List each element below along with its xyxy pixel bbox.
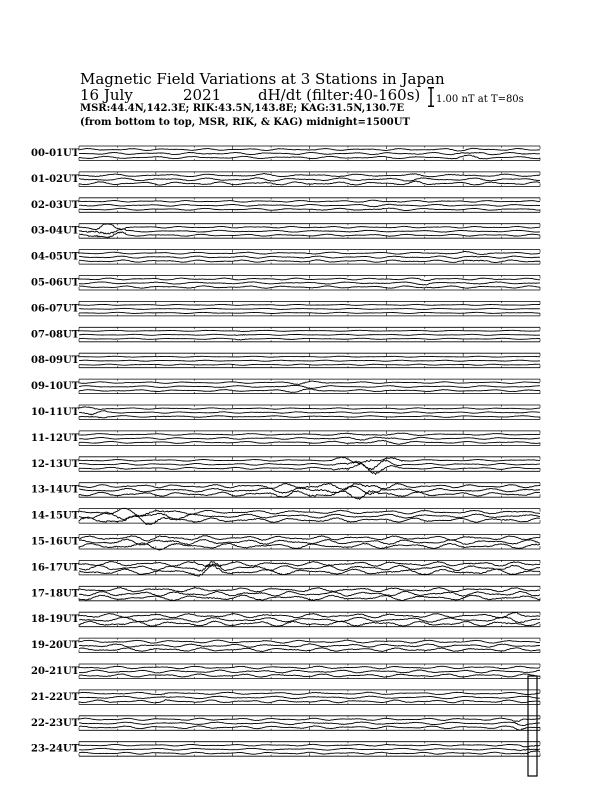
row-label: 00-01UT xyxy=(31,148,80,159)
row-label: 17-18UT xyxy=(31,588,80,600)
date-day: 16 July xyxy=(80,86,133,104)
trace-rik xyxy=(79,204,540,207)
trace-msr xyxy=(79,700,540,703)
row-label: 14-15UT xyxy=(31,510,80,522)
row-label: 19-20UT xyxy=(31,640,80,652)
trace-rik xyxy=(79,385,540,388)
trace-kag xyxy=(79,744,540,747)
trace-rik xyxy=(79,308,540,309)
row-label: 15-16UT xyxy=(31,536,80,548)
trace-rik xyxy=(79,411,540,415)
trace-rik xyxy=(79,360,540,361)
trace-kag xyxy=(79,356,540,357)
trace-rik xyxy=(79,722,540,726)
row-label: 13-14UT xyxy=(31,484,80,496)
row-label: 06-07UT xyxy=(31,303,80,315)
trace-rik xyxy=(79,512,540,520)
date-year: 2021 xyxy=(183,86,222,104)
row-label: 02-03UT xyxy=(31,199,80,211)
trace-rik xyxy=(79,256,540,258)
row-label: 12-13UT xyxy=(31,458,80,470)
row-label: 21-22UT xyxy=(31,691,80,703)
trace-rik xyxy=(79,282,540,285)
trace-msr xyxy=(79,364,540,365)
trace-rik xyxy=(79,670,540,673)
trace-kag xyxy=(79,718,540,721)
row-label: 01-02UT xyxy=(31,173,80,185)
trace-rik xyxy=(79,696,540,699)
trace-rik xyxy=(79,644,540,647)
row-label: 16-17UT xyxy=(31,562,80,574)
trace-rik xyxy=(79,334,540,335)
measure-label: dH/dt (filter:40-160s) xyxy=(258,86,421,104)
trace-kag xyxy=(79,381,540,384)
trace-msr xyxy=(79,674,540,677)
trace-rik xyxy=(79,178,540,181)
station-coordinates: MSR:44.4N,142.3E; RIK:43.5N,143.8E; KAG:31.5N,130.7E xyxy=(80,103,405,114)
row-label: 22-23UT xyxy=(31,717,80,729)
row-label: 03-04UT xyxy=(31,225,80,237)
row-label: 05-06UT xyxy=(31,277,80,289)
row-label: 11-12UT xyxy=(31,432,80,444)
trace-kag xyxy=(79,304,540,305)
trace-rik xyxy=(79,152,540,154)
row-label: 04-05UT xyxy=(31,251,80,263)
row-label: 09-10UT xyxy=(31,381,80,393)
trace-msr xyxy=(79,648,540,652)
row-label: 07-08UT xyxy=(31,329,80,341)
row-label: 23-24UT xyxy=(31,743,80,755)
trace-msr xyxy=(79,155,540,159)
overflow-box xyxy=(528,676,537,776)
scale-label: 1.00 nT at T=80s xyxy=(436,94,524,105)
row-label: 18-19UT xyxy=(31,614,80,626)
row-label: 10-11UT xyxy=(31,407,80,418)
chart-title: Magnetic Field Variations at 3 Stations in Japan xyxy=(80,70,445,88)
trace-rik xyxy=(79,748,540,750)
row-label: 08-09UT xyxy=(31,355,80,367)
trace-rik xyxy=(79,229,540,234)
trace-kag xyxy=(79,330,540,331)
trace-rik xyxy=(79,617,540,623)
trace-rik xyxy=(79,437,540,440)
row-label: 20-21UT xyxy=(31,666,80,677)
station-order-note: (from bottom to top, MSR, RIK, & KAG) midnight=1500UT xyxy=(80,117,410,128)
